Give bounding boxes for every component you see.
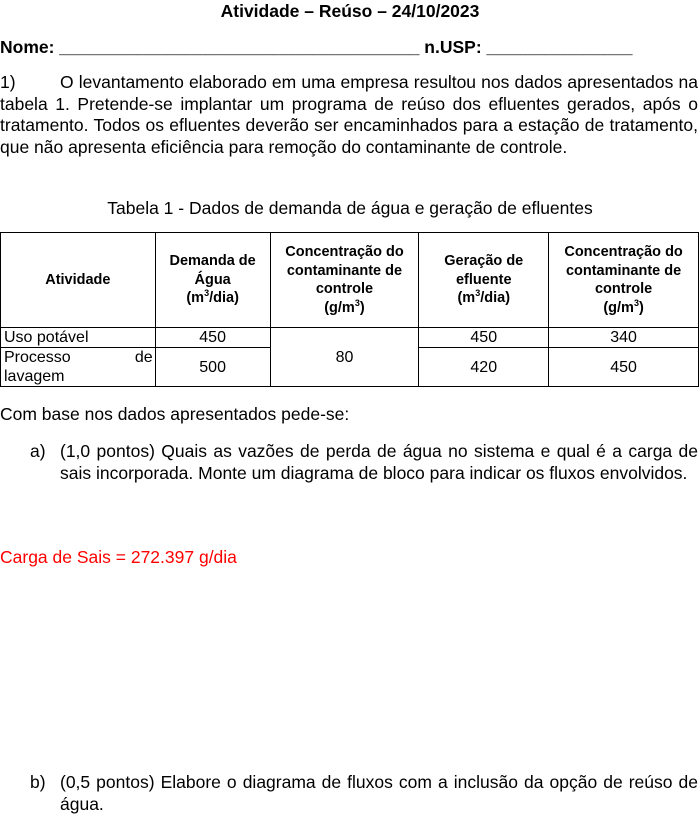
header-demanda-unit-b: /dia)	[209, 290, 239, 307]
header-demanda-label: Demanda de Água	[169, 253, 256, 288]
cell-geracao: 450	[419, 328, 549, 348]
header-conc1-label: Concentração do contaminante de controle	[285, 244, 404, 297]
header-conc1-unit-sup: 3	[354, 297, 360, 308]
item-a-text: (1,0 pontos) Quais as vazões de perda de água no sistema e qual é a carga de sais incorporada. Monte um diagrama de bloco para indicar os fluxos envolvidos.	[60, 441, 698, 483]
header-geracao-unit-sup: 3	[475, 288, 481, 299]
cell-geracao: 420	[419, 348, 549, 387]
question-1-number: 1)	[0, 72, 16, 92]
table-1	[0, 232, 699, 387]
cell-concentracao-2: 340	[549, 328, 699, 348]
header-geracao	[419, 233, 549, 328]
answer-carga-de-sais: Carga de Sais = 272.397 g/dia	[0, 547, 237, 567]
header-atividade: Atividade	[1, 233, 156, 328]
instructions-text: Com base nos dados apresentados pede-se:	[0, 404, 350, 424]
header-demanda-unit-a: (m	[186, 290, 205, 307]
header-demanda-unit-sup: 3	[204, 288, 210, 299]
table-row	[1, 328, 699, 348]
header-conc2-label: Concentração do contaminante de controle	[564, 244, 683, 297]
item-b	[30, 771, 698, 815]
question-1	[0, 72, 698, 158]
name-usp-line: Nome: _____________________________________ n.USP: _______________	[0, 37, 633, 57]
header-conc1-unit-b: )	[359, 299, 365, 316]
item-a	[30, 440, 698, 484]
header-geracao-unit-b: /dia)	[480, 290, 511, 307]
header-demanda	[155, 233, 270, 328]
cell-demanda: 450	[155, 328, 270, 348]
header-conc2-unit-sup: 3	[633, 297, 639, 308]
table-header-row	[1, 233, 699, 328]
header-concentracao-1	[270, 233, 419, 328]
header-geracao-label: Geração de efluente	[444, 253, 524, 288]
item-a-label: a)	[30, 441, 46, 461]
item-b-text: (0,5 pontos) Elabore o diagrama de fluxos com a inclusão da opção de reúso de água.	[60, 772, 698, 814]
cell-atividade: Uso potável	[1, 328, 156, 348]
cell-demanda: 500	[155, 348, 270, 387]
header-concentracao-2	[549, 233, 699, 328]
cell-concentracao-merged: 80	[270, 328, 419, 387]
table-1-caption: Tabela 1 - Dados de demanda de água e geração de efluentes	[107, 198, 593, 218]
cell-concentracao-2: 450	[549, 348, 699, 387]
header-geracao-unit-a: (m	[457, 290, 476, 307]
question-1-text: O levantamento elaborado em uma empresa resultou nos dados apresentados na tabela 1. Pretende-se implantar um programa de reúso dos efluentes gerados, após o tratamento. Todos os efluentes deverão ser encaminhados para a estação de tratamento, que não apresenta eficiência para remoção do contaminante de controle.	[0, 72, 698, 157]
header-conc1-unit-a: (g/m	[324, 299, 355, 316]
cell-atividade: Processo de lavagem	[1, 348, 156, 387]
header-conc2-unit-a: (g/m	[603, 299, 634, 316]
header-conc2-unit-b: )	[638, 299, 644, 316]
item-b-label: b)	[30, 772, 46, 792]
document-title: Atividade – Reúso – 24/10/2023	[220, 1, 480, 21]
